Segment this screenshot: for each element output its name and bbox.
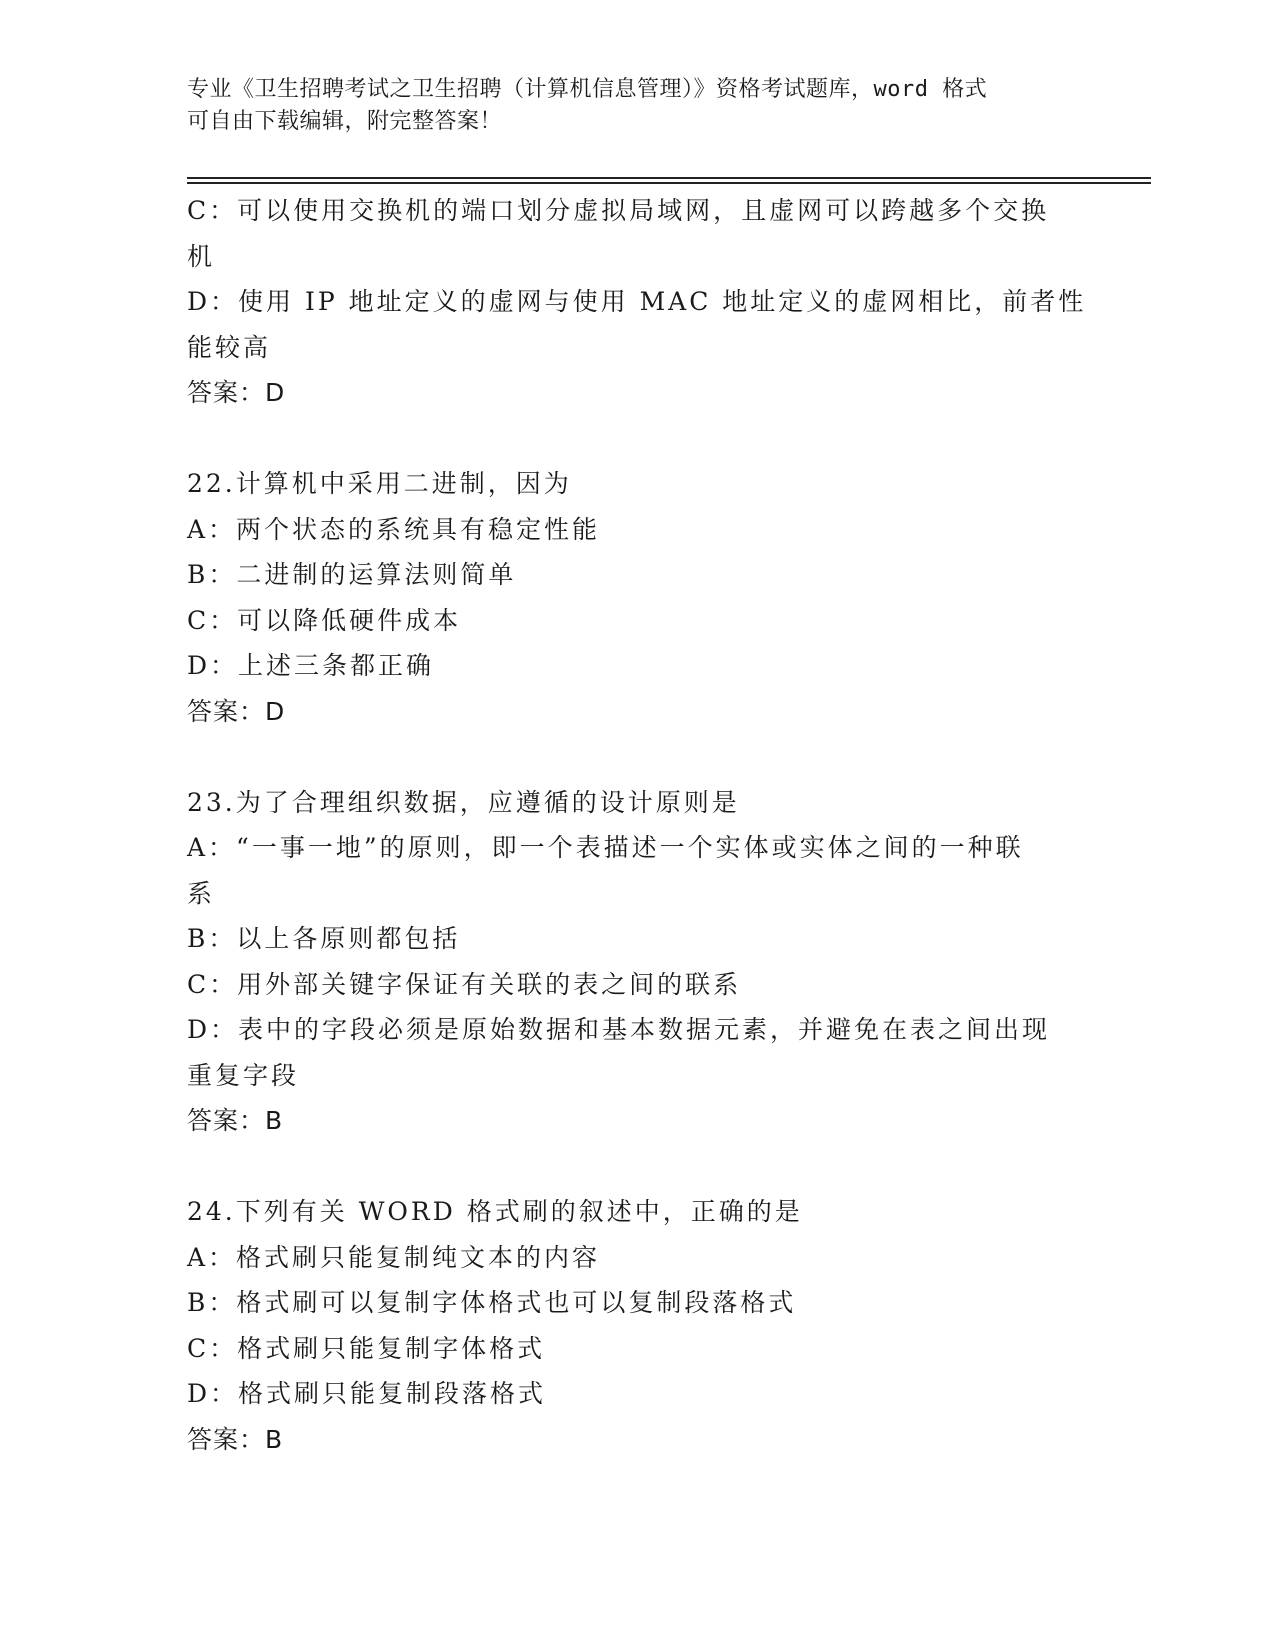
question-stem: 23.为了合理组织数据，应遵循的设计原则是 <box>187 787 740 817</box>
option-d: D：表中的字段必须是原始数据和基本数据元素，并避免在表之间出现 <box>187 1015 1051 1044</box>
option-c: C：用外部关键字保证有关联的表之间的联系 <box>187 969 742 999</box>
header-title-line2: 可自由下载编辑，附完整答案！ <box>187 109 503 134</box>
answer-line: 答案：D <box>187 378 286 407</box>
question-23 <box>187 780 1067 1144</box>
option-d: D：使用 IP 地址定义的虚网与使用 MAC 地址定义的虚网相比，前者性 <box>187 287 1087 316</box>
option-b: B：格式刷可以复制字体格式也可以复制段落格式 <box>187 1288 797 1317</box>
option-a: A：格式刷只能复制纯文本的内容 <box>187 1242 601 1272</box>
option-a: A：两个状态的系统具有稳定性能 <box>187 514 601 544</box>
option-b: B：以上各原则都包括 <box>187 924 461 953</box>
question-22 <box>187 461 1067 734</box>
option-a: A：“一事一地”的原则，即一个表描述一个实体或实体之间的一种联 <box>187 833 1024 862</box>
question-21-continued <box>187 188 1087 416</box>
option-a-continued: 系 <box>187 878 216 908</box>
question-stem: 24.下列有关 WORD 格式刷的叙述中，正确的是 <box>187 1197 803 1226</box>
question-stem: 22.计算机中采用二进制，因为 <box>187 469 572 498</box>
document-header <box>187 74 1067 138</box>
question-list <box>187 188 1087 1462</box>
option-b: B：二进制的运算法则简单 <box>187 560 517 589</box>
spacer <box>187 734 1067 780</box>
spacer <box>187 416 1067 462</box>
header-rule-bottom <box>187 182 1151 184</box>
option-c: C：可以降低硬件成本 <box>187 605 462 635</box>
answer-line: 答案：B <box>187 1424 284 1454</box>
question-24 <box>187 1189 1067 1462</box>
answer-line: 答案：D <box>187 696 286 726</box>
option-d-continued: 能较高 <box>187 332 272 362</box>
option-c-continued: 机 <box>187 241 216 271</box>
option-d: D：格式刷只能复制段落格式 <box>187 1379 547 1408</box>
header-title-line1: 专业《卫生招聘考试之卫生招聘（计算机信息管理）》资格考试题库，word 格式 <box>187 77 988 102</box>
option-c: C：格式刷只能复制字体格式 <box>187 1333 546 1363</box>
option-d: D：上述三条都正确 <box>187 651 435 680</box>
answer-line: 答案：B <box>187 1106 284 1135</box>
header-rule-top <box>187 177 1151 179</box>
spacer <box>187 1144 1067 1190</box>
option-c: C：可以使用交换机的端口划分虚拟局域网，且虚网可以跨越多个交换 <box>187 196 1050 225</box>
option-d-continued: 重复字段 <box>187 1060 300 1090</box>
